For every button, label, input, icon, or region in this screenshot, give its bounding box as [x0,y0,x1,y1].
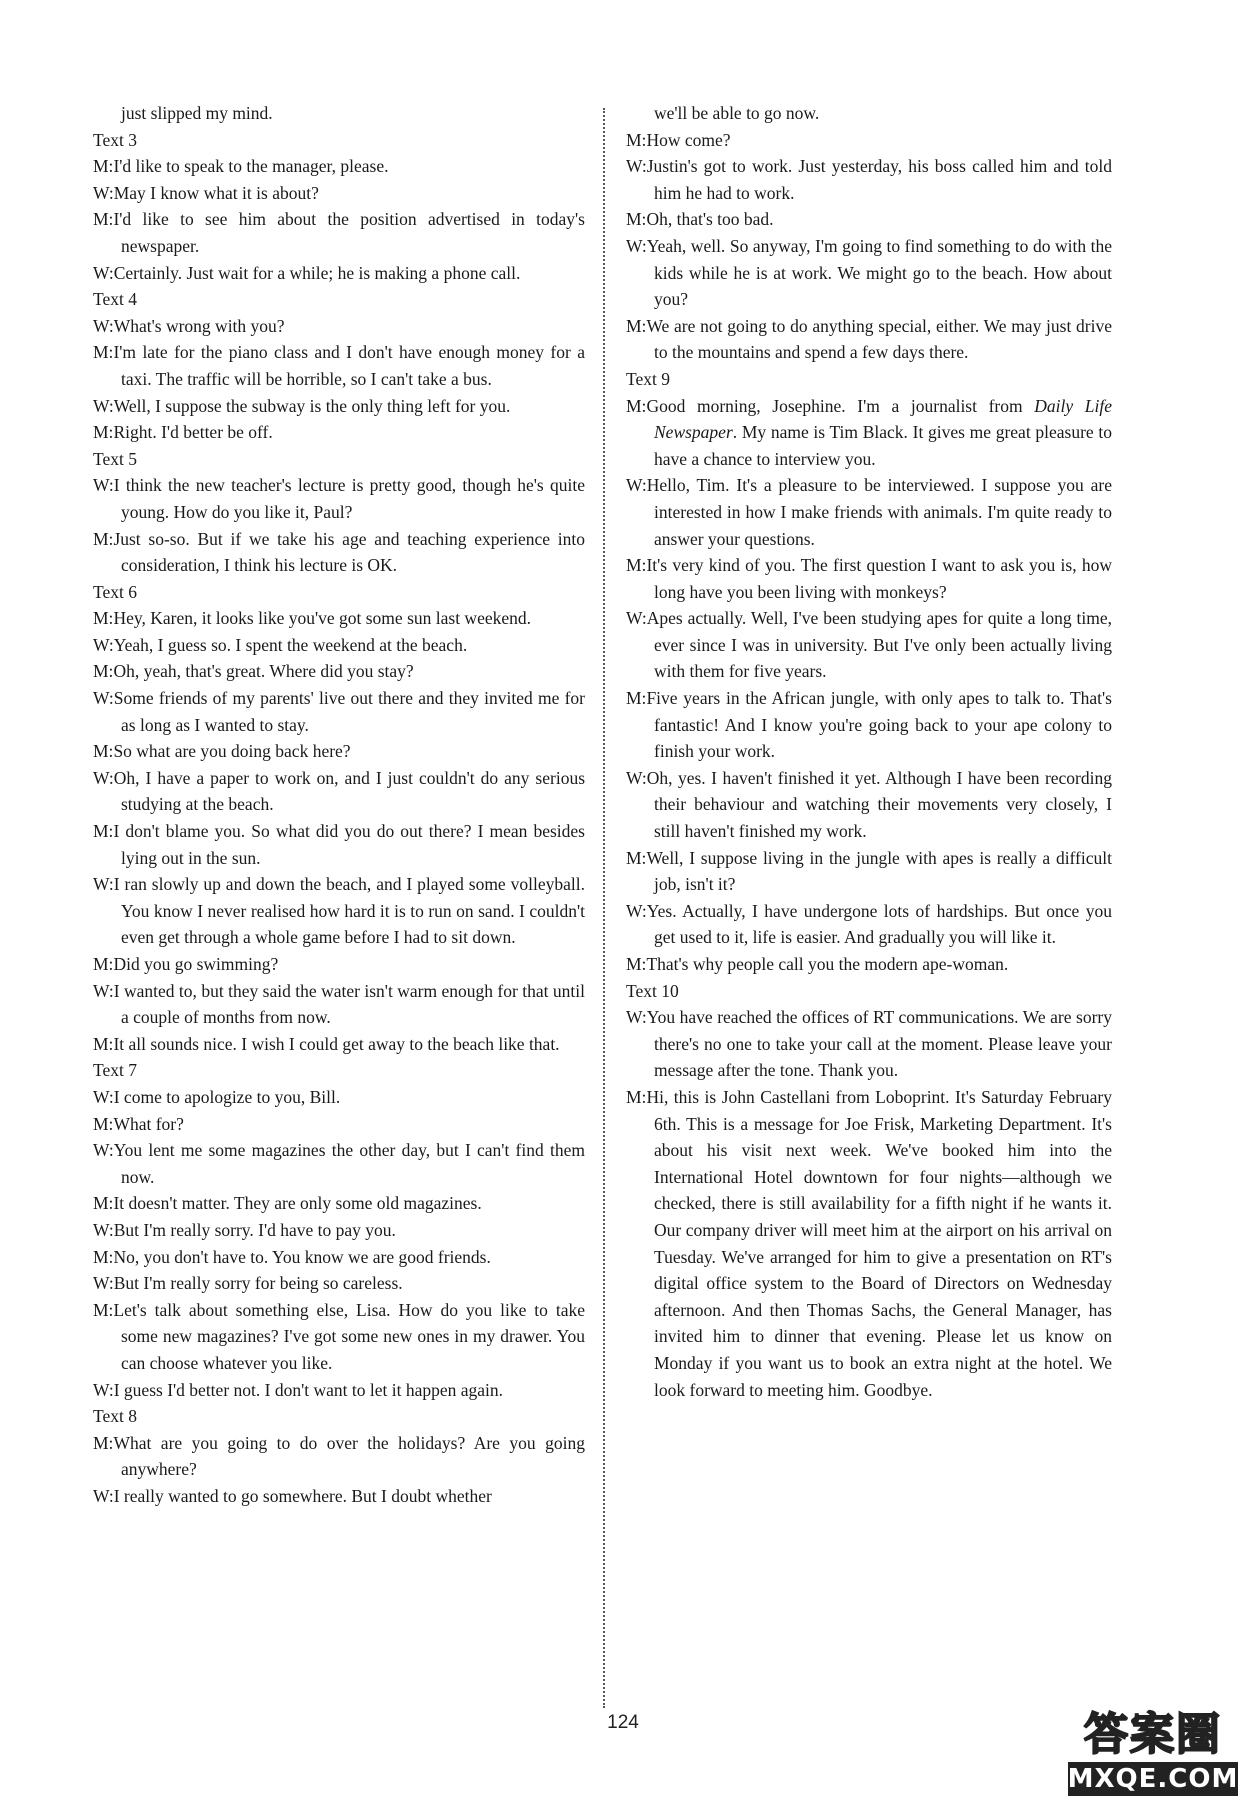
speaker-label: W: [93,1485,114,1506]
speaker-label: M: [626,209,647,230]
dialogue-text: Apes actually. Well, I've been studying apes for quite a long time, ever since I was in university. But I've only been actually living with them for five years. [646,608,1112,682]
speaker-label: M: [626,1086,647,1107]
dialogue-text: Hey, Karen, it looks like you've got some sun last weekend. [113,608,531,629]
dialogue-line [93,1084,585,1111]
right-column [626,100,1112,1403]
dialogue-line [93,339,585,392]
dialogue-line [626,393,1112,473]
dialogue-line [626,472,1112,552]
dialogue-text: It doesn't matter. They are only some old magazines. [113,1193,482,1214]
dialogue-line [93,1430,585,1483]
dialogue-text: I wanted to, but they said the water isn't warm enough for that until a couple of months from now. [113,980,585,1028]
speaker-label: W: [93,1086,114,1107]
speaker-label: M: [93,1299,114,1320]
speaker-label: M: [93,1033,114,1054]
dialogue-line [626,127,1112,154]
speaker-label: W: [626,767,647,788]
dialogue-text: What for? [113,1113,184,1134]
speaker-label: W: [626,156,647,177]
speaker-label: W: [93,395,114,416]
dialogue-line [93,685,585,738]
speaker-label: M: [93,156,114,177]
section-heading: Text 7 [93,1060,137,1081]
dialogue-text: Oh, I have a paper to work on, and I just couldn't do any serious studying at the beach. [113,767,585,815]
speaker-label: M: [93,1432,114,1453]
dialogue-text: Just so-so. But if we take his age and teaching experience into consideration, I think his lecture is OK. [113,528,585,576]
column-divider [603,108,605,1708]
dialogue-line [626,153,1112,206]
dialogue-text: Hi, this is John Castellani from Loboprint. It's Saturday February 6th. This is a message for Joe Frisk, Marketing Department. It's about his visit next week. We've booked him into the International Hotel downtown for four nights—although we checked, there is still availability for a fifth night if he wants it. Our company driver will meet him at the airport on his arrival on Tuesday. We've arranged for him to give a presentation on RT's digital office system to the Board of Directors on Wednesday afternoon. And then Thomas Sachs, the General Manager, has invited him to dinner that evening. Please let us know on Monday if you want us to book an extra night at the hotel. We look forward to meeting him. Goodbye. [646,1086,1112,1400]
speaker-label: M: [93,1246,114,1267]
speaker-label: W: [626,235,647,256]
speaker-label: W: [626,475,647,496]
speaker-label: M: [626,555,647,576]
left-column [93,100,585,1509]
dialogue-text: Right. I'd better be off. [113,422,273,443]
dialogue-text: How come? [646,129,731,150]
speaker-label: M: [626,129,647,150]
dialogue-text: I come to apologize to you, Bill. [113,1086,341,1107]
dialogue-line [93,1111,585,1138]
speaker-label: W: [93,1379,114,1400]
dialogue-text-after: . My name is Tim Black. It gives me great pleasure to have a chance to interview you. [654,422,1112,469]
dialogue-text: Yeah, I guess so. I spent the weekend at the beach. [113,634,468,655]
dialogue-text: But I'm really sorry for being so careless. [113,1273,403,1294]
dialogue-text: It all sounds nice. I wish I could get away to the beach like that. [113,1033,560,1054]
dialogue-line [93,658,585,685]
dialogue-line [626,765,1112,845]
speaker-label: W: [93,1219,114,1240]
dialogue-text: Oh, yeah, that's great. Where did you stay? [113,661,414,682]
dialogue-text: Oh, yes. I haven't finished it yet. Although I have been recording their behaviour and watching their movements very closely, I still haven't finished my work. [646,767,1112,842]
speaker-label: W: [93,315,114,336]
page-number: 124 [607,1712,639,1733]
dialogue-text: That's why people call you the modern ape-woman. [646,954,1009,974]
dialogue-line [93,206,585,259]
speaker-label: M: [626,315,647,336]
dialogue-line [626,313,1112,366]
dialogue-text: I ran slowly up and down the beach, and I played some volleyball. You know I never realised how hard it is to run on sand. I couldn't even get through a whole game before I had to sit down. [113,874,585,948]
speaker-label: W: [626,608,647,629]
dialogue-text: I'd like to see him about the position advertised in today's newspaper. [113,209,585,256]
continued-line: just slipped my mind. [121,103,273,123]
section-heading: Text 8 [93,1406,137,1427]
dialogue-text: We are not going to do anything special, either. We may just drive to the mountains and spend a few days there. [646,315,1112,363]
speaker-label: W: [93,874,114,895]
dialogue-line [93,1031,585,1058]
dialogue-line [626,1004,1112,1084]
dialogue-text: Good morning, Josephine. I'm a journalist from [646,395,1035,416]
dialogue-line [93,738,585,765]
dialogue-line [93,765,585,818]
dialogue-line [93,393,585,420]
dialogue-text: You lent me some magazines the other day, but I can't find them now. [113,1140,585,1187]
dialogue-text: May I know what it is about? [113,182,319,203]
dialogue-line [93,632,585,659]
speaker-label: M: [93,422,114,443]
dialogue-text: No, you don't have to. You know we are good friends. [113,1246,491,1267]
dialogue-line [626,951,1112,978]
section-heading: Text 4 [93,289,137,310]
dialogue-line [93,260,585,287]
speaker-label: M: [93,1193,114,1214]
dialogue-text: I think the new teacher's lecture is pretty good, though he's quite young. How do you like it, Paul? [113,475,585,522]
section-heading: Text 9 [626,368,670,389]
dialogue-line [93,951,585,978]
dialogue-line [93,153,585,180]
speaker-label: M: [93,954,114,974]
dialogue-text: Well, I suppose the subway is the only thing left for you. [113,395,511,416]
speaker-label: W: [93,980,114,1001]
dialogue-text: Did you go swimming? [113,954,279,974]
dialogue-text: Let's talk about something else, Lisa. How do you like to take some new magazines? I've got some new ones in my drawer. You can choose whatever you like. [113,1299,585,1373]
speaker-label: M: [626,954,647,974]
speaker-label: M: [93,661,114,682]
speaker-label: M: [626,847,647,868]
dialogue-text: Well, I suppose living in the jungle with apes is really a difficult job, isn't it? [646,847,1112,895]
dialogue-text: Hello, Tim. It's a pleasure to be interviewed. I suppose you are interested in how I make friends with animals. I'm quite ready to answer your questions. [646,475,1112,549]
dialogue-line [626,685,1112,765]
dialogue-text: Yeah, well. So anyway, I'm going to find something to do with the kids while he is at work. We might go to the beach. How about you? [646,235,1112,310]
dialogue-text: I really wanted to go somewhere. But I doubt whether [113,1485,492,1506]
dialogue-line [93,313,585,340]
dialogue-line [93,1217,585,1244]
speaker-label: M: [626,395,647,416]
speaker-label: W: [93,182,114,203]
dialogue-line [93,180,585,207]
dialogue-text: So what are you doing back here? [113,741,351,762]
speaker-label: M: [93,342,114,363]
watermark-logo [1068,1700,1238,1796]
section-heading: Text 6 [93,581,137,602]
dialogue-text: What are you going to do over the holidays? Are you going anywhere? [113,1432,585,1480]
speaker-label: W: [93,767,114,788]
speaker-label: W: [93,1140,114,1161]
speaker-label: M: [93,1113,114,1134]
italic-title: Daily Life Newspaper [654,395,1112,443]
dialogue-text: I'm late for the piano class and I don't have enough money for a taxi. The traffic will be horrible, so I can't take a bus. [113,342,585,389]
dialogue-line [626,605,1112,685]
dialogue-text: I don't blame you. So what did you do out there? I mean besides lying out in the sun. [113,821,585,868]
speaker-label: M: [93,608,114,629]
dialogue-line [93,1137,585,1190]
dialogue-line [626,206,1112,233]
section-heading: Text 5 [93,448,137,469]
dialogue-line [93,978,585,1031]
dialogue-text: You have reached the offices of RT communications. We are sorry there's no one to take your call at the moment. Please leave your message after the tone. Thank you. [646,1007,1112,1081]
dialogue-line [93,871,585,951]
dialogue-line [93,818,585,871]
speaker-label: M: [93,741,114,762]
speaker-label: W: [93,688,114,709]
dialogue-line [93,1270,585,1297]
dialogue-text: But I'm really sorry. I'd have to pay you. [113,1219,396,1240]
dialogue-line [93,1190,585,1217]
speaker-label: W: [626,1007,647,1028]
dialogue-line [626,1084,1112,1403]
speaker-label: M: [93,821,114,842]
dialogue-line [93,1244,585,1271]
dialogue-text: Yes. Actually, I have undergone lots of hardships. But once you get used to it, life is easier. And gradually you will like it. [646,900,1112,948]
dialogue-line [626,898,1112,951]
speaker-label: W: [626,900,647,921]
dialogue-text: Oh, that's too bad. [646,209,774,230]
dialogue-line [93,1483,585,1510]
dialogue-text: I guess I'd better not. I don't want to let it happen again. [113,1379,503,1400]
dialogue-line [626,845,1112,898]
section-heading: Text 3 [93,129,137,150]
continued-line: we'll be able to go now. [654,103,820,123]
speaker-label: W: [93,262,114,283]
dialogue-text: Five years in the African jungle, with only apes to talk to. That's fantastic! And I know you're going back to your ape colony to finish your work. [646,688,1112,762]
watermark-bottom-text: MXQE.COM [1067,1764,1239,1794]
section-heading: Text 10 [626,980,679,1001]
speaker-label: W: [93,475,114,496]
speaker-label: W: [93,1273,114,1294]
dialogue-line [93,1377,585,1404]
speaker-label: W: [93,634,114,655]
dialogue-line [93,605,585,632]
speaker-label: M: [93,528,114,549]
speaker-label: M: [626,688,647,709]
dialogue-text: Justin's got to work. Just yesterday, his boss called him and told him he had to work. [646,156,1112,203]
dialogue-line [93,526,585,579]
dialogue-line [626,233,1112,313]
dialogue-line [93,472,585,525]
dialogue-text: Certainly. Just wait for a while; he is making a phone call. [113,262,521,283]
watermark-top-text: 答案圈 [1084,1709,1222,1760]
dialogue-text: What's wrong with you? [113,315,285,336]
dialogue-line [93,1297,585,1377]
dialogue-text: Some friends of my parents' live out there and they invited me for as long as I wanted to stay. [113,688,585,735]
speaker-label: M: [93,209,114,230]
dialogue-line [93,419,585,446]
dialogue-line [626,552,1112,605]
dialogue-text: I'd like to speak to the manager, please. [113,156,389,177]
dialogue-text: It's very kind of you. The first question I want to ask you is, how long have you been living with monkeys? [646,555,1112,602]
